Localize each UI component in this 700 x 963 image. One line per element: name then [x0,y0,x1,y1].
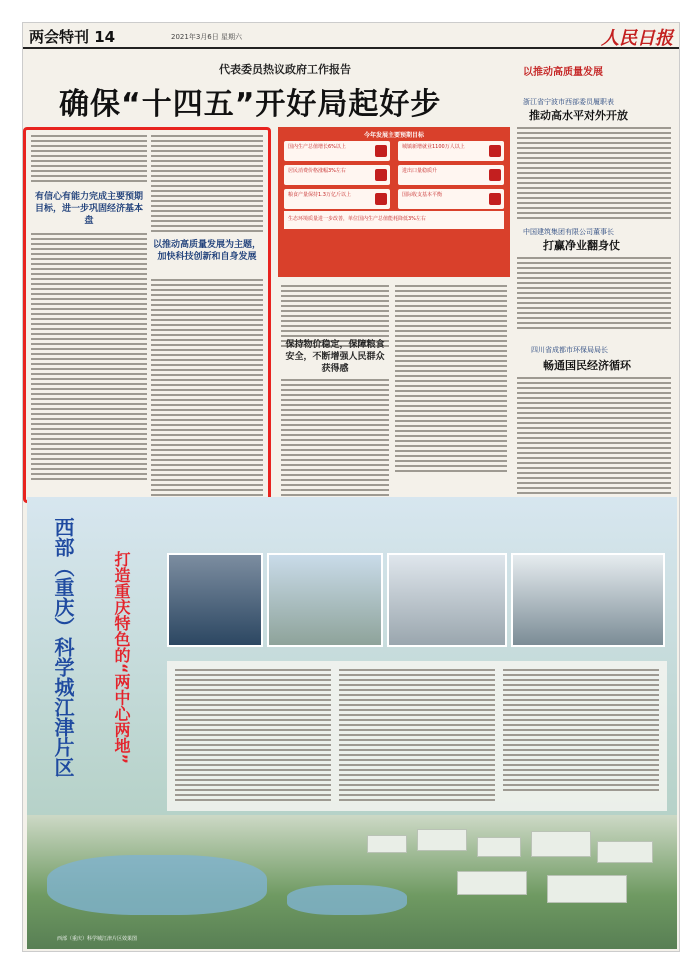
newspaper-logo: 人民日报 [601,28,673,49]
right-title-1: 推动高水平对外开放 [529,109,628,122]
right-column-text-3 [517,377,671,502]
building-block [367,835,407,853]
target-text: 国际收支基本平衡 [402,192,443,198]
feature-title: 西部（重庆）科学城江津片区 [51,517,75,777]
issue-date: 2021年3月6日 星期六 [171,33,242,41]
building-block [547,875,627,903]
trade-icon [489,169,501,181]
grain-icon [375,193,387,205]
photo-lab [167,553,263,647]
price-icon [375,169,387,181]
right-column-text-1 [517,127,671,222]
highlight-box [23,127,271,503]
lake-shape [47,855,267,915]
building-block [477,837,521,857]
target-item [284,165,390,185]
feature-text-col-1 [175,669,331,804]
balance-icon [489,193,501,205]
target-text: 进出口量稳质升 [402,168,438,174]
chart-icon [375,145,387,157]
building-block [457,871,527,895]
aerial-rendering [27,815,677,949]
right-title-2: 打赢净业翻身仗 [543,239,620,252]
subhead-1: 有信心有能力完成主要预期目标，进一步巩固经济基本盘 [34,192,143,226]
right-title-3: 畅通国民经济循环 [543,359,631,372]
lake-shape [287,885,407,915]
photo-workshop [511,553,665,647]
article-column-3b [281,379,389,504]
kicker: 代表委员热议政府工作报告 [219,63,351,76]
feature-text-col-2 [339,669,495,804]
section-title: 两会特刊 14 [29,28,116,46]
building-block [597,841,653,863]
feature-slogan: 打造重庆特色的“两中心两地” [112,551,131,765]
feature-text-col-3 [503,669,659,794]
photo-city [267,553,383,647]
page-headline: 确保“十四五”开好局起好步 [59,87,442,122]
feature-caption: 西部（重庆）科学城江津片区效果图 [57,936,138,942]
right-label-3: 四川省成都市环保局局长 [531,346,608,354]
targets-infographic [278,127,510,277]
target-wide [284,211,504,229]
right-label-2: 中国建筑集团有限公司董事长 [523,228,614,236]
briefcase-icon [489,145,501,157]
building-block [417,829,467,851]
photo-industry [387,553,507,647]
infographic-title: 今年发展主要预期目标 [363,132,424,139]
newspaper-page [22,22,680,952]
right-column-text-2 [517,257,671,332]
masthead [23,23,680,49]
photo-strip [167,553,667,649]
article-column-4 [395,285,507,475]
target-text: 城镇新增就业1100万人以上 [402,144,465,150]
subhead-3: 保持物价稳定，保障粮食安全，不断增强人民群众获得感 [285,340,385,374]
target-text: 居民消费价格涨幅3%左右 [288,168,346,174]
target-item [398,189,504,209]
subhead-2: 以推动高质量发展为主题，加快科技创新和自身发展 [153,240,262,262]
target-item [284,189,390,209]
section-badge: 以推动高质量发展 [523,67,603,78]
target-item [398,165,504,185]
target-text: 生态环境质量进一步改善，单位国内生产总值能耗降低3%左右 [288,216,426,222]
target-text: 粮食产量保持1.3万亿斤以上 [288,192,351,198]
right-label-1: 浙江省宁波市西部委员履职表 [523,98,614,106]
feature-body [167,661,667,811]
target-text: 国内生产总值增长6%以上 [288,144,346,150]
target-item [284,141,390,161]
feature-section [27,497,677,949]
target-item [398,141,504,161]
building-block [531,831,591,857]
